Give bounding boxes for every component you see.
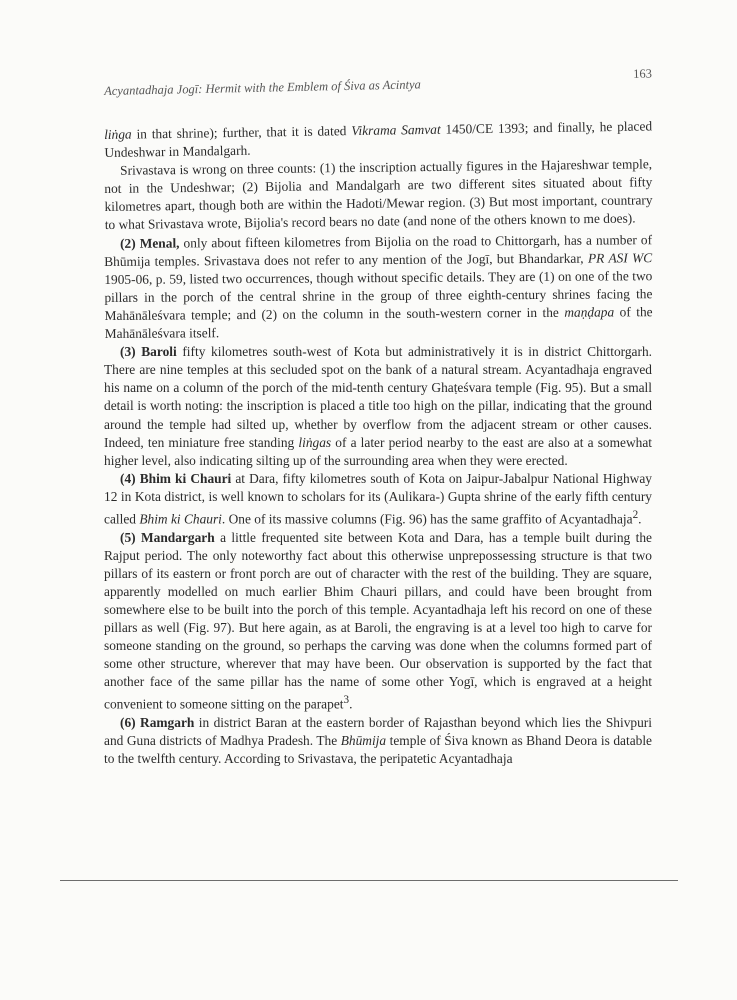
italic-term: Bhūmija: [340, 733, 387, 749]
italic-term: maṇḍapa: [564, 304, 615, 320]
paragraph-mandargarh: [104, 529, 652, 714]
paragraph-srivastava-wrong: Srivastava is wrong on three counts: (1) the inscription actually figures in the Hajareshwar temple, not in the Undeshwar; (2) Bijolia and Mandalgarh are two different sites situated about fifty kilometres apart, though both are within the Hadoti/Mewar region. (3) But most important, countrary to what Srivastava wrote, Bijolia's record bears no date (and none of the others known to me does).: [104, 156, 653, 233]
page-number: 163: [633, 66, 653, 81]
paragraph-bhim-ki-chauri: [104, 470, 652, 529]
body-text: [104, 118, 653, 768]
text-run: at Dara, fifty kilometres south of Kota on Jaipur-Jabalpur National Highway 12 in Kota district, is well known to scholars for its (Aulikara-) Gupta shrine of the early fifth century called: [104, 470, 652, 527]
text-run: . One of its massive columns (Fig. 96) has the same graffito of Acyantadhaja: [221, 511, 633, 527]
italic-term: PR ASI WC: [587, 249, 653, 266]
text-run: of the Mahānāleśvara itself.: [104, 304, 653, 342]
italic-term: Bhim ki Chauri: [139, 511, 222, 527]
footnote-marker: 3: [343, 694, 350, 707]
text-run: of a later period nearby to the east are also at a somewhat higher level, also indicating silting up of the surrounding area when they were erected.: [104, 434, 652, 468]
paragraph-baroli: [104, 343, 652, 470]
section-title: (2) Menal,: [120, 235, 180, 251]
footnote-marker: 2: [632, 508, 639, 521]
bottom-rule: [60, 880, 678, 881]
section-title: (4) Bhim ki Chauri: [120, 470, 232, 486]
text-run: a little frequented site between Kota and Dara, has a temple built during the Rajput period. The only noteworthy fact about this otherwise unprepossessing structure is that two pillars of its eastern or front porch are out of character with the rest of the building. They are square, apparently modelled on much earlier Bhim Chauri pillars, and could have been brought from somewhere else to be built into the porch of this temple. Acyantadhaja left his record on one of these pillars as well (Fig. 97). But here again, as at Baroli, the engraving is at a level too high to carve for someone standing on the ground, so perhaps the carving was done when the columns formed part of some other structure, wherever that may have been. Our observation is supported by the fact that another face of the same pillar has the name of some other Yogī, which is engraved at a height convenient to someone sitting on the parapet: [104, 529, 652, 712]
text-run: .: [349, 696, 353, 712]
section-title: (5) Mandargarh: [120, 529, 215, 545]
paragraph-menal: [104, 231, 653, 343]
paragraph-ramgarh: [104, 714, 652, 768]
section-title: (6) Ramgarh: [120, 714, 195, 730]
text-run: .: [638, 511, 642, 527]
italic-term: liṅgas: [298, 434, 332, 450]
running-title: Acyantadhaja Jogī: Hermit with the Emblem of Śiva as Acintya: [104, 77, 421, 98]
italic-term: Vikrama Samvat: [351, 121, 441, 139]
text-run: in district Baran at the eastern border of Rajasthan beyond which lies the Shivpuri and Guna districts of Madhya Pradesh. The: [104, 714, 652, 749]
text-run: temple of Śiva known as Bhand Deora is datable to the twelfth century. According to Srivastava, the peripatetic Acyantadhaja: [104, 733, 652, 767]
text-run: 1905-06, p. 59, listed two occurrences, though without specific details. They are (1) on one of the two pillars in the porch of the central shrine in the group of three eighth-century shrines facing the Mahānāleśvara temple; and (2) on the column in the south-western corner in the: [104, 267, 653, 323]
text-run: in that shrine); further, that it is dated: [131, 123, 352, 142]
text-run: 1450/CE 1393; and finally, he placed Undeshwar in Mandalgarh.: [104, 118, 653, 161]
text-run: fifty kilometres south-west of Kota but administratively it is in district Chittorgarh. There are nine temples at this secluded spot on the bank of a natural stream. Acyantadhaja engraved his name on a column of the porch of the mid-tenth century Ghaṭeśvara temple (Fig. 95). But a small detail is worth noting: the inscription is placed a title too high on the pillar, indicating that the ground around the temple had silted up, whether by overflow from the adjacent stream or other causes. Indeed, ten miniature free standing: [104, 344, 652, 450]
text-run: only about fifteen kilometres from Bijolia on the road to Chittorgarh, has a number of Bhūmija temples. Srivastava does not refer to any mention of the Jogī, but Bhandarkar,: [104, 231, 653, 269]
section-title: (3) Baroli: [120, 344, 177, 360]
italic-term: liṅga: [104, 126, 132, 142]
running-head: [104, 66, 653, 98]
